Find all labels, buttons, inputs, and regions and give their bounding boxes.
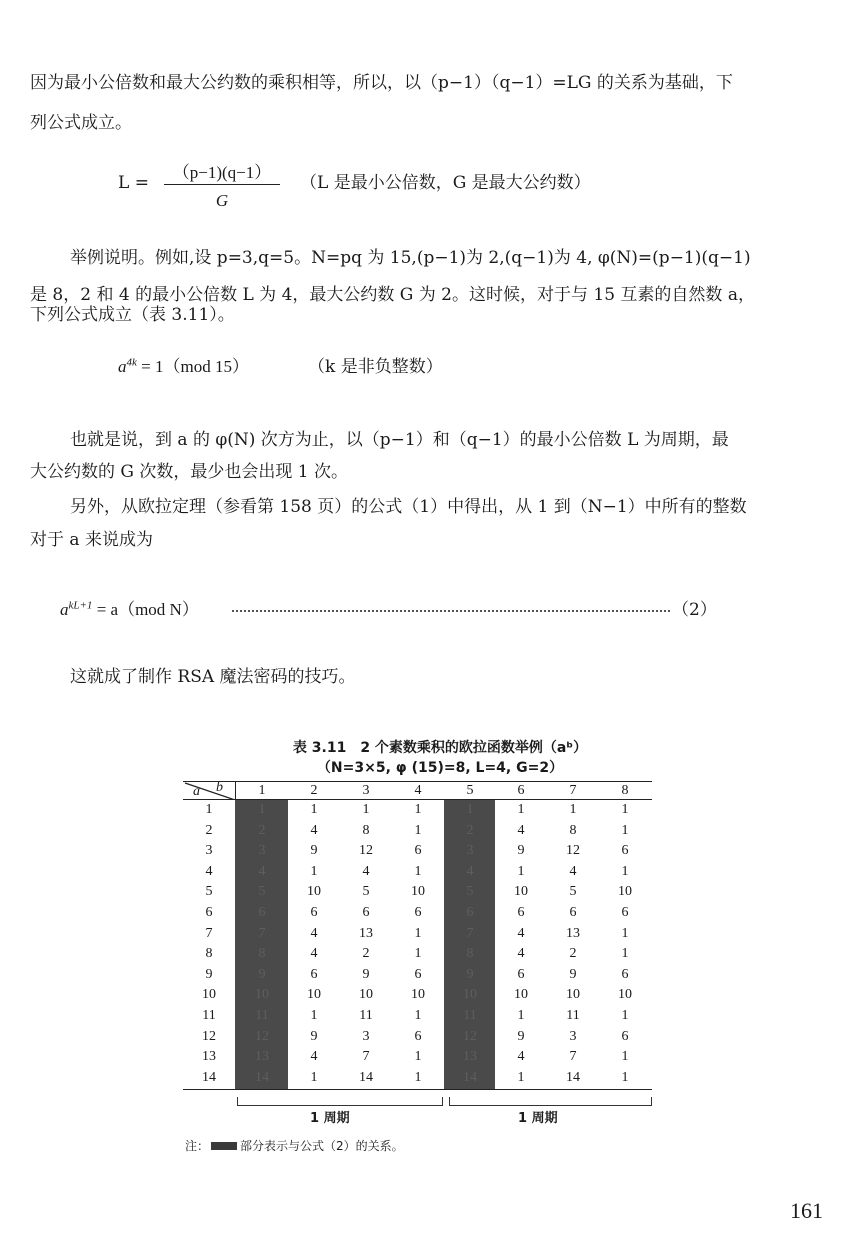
table-cell: 1 xyxy=(414,863,422,879)
table-cell: 9 xyxy=(310,843,318,859)
table-cell-highlighted: 1 xyxy=(466,802,474,817)
row-label: 6 xyxy=(205,905,213,920)
formula-mod15-exponent: 4k xyxy=(126,356,137,369)
table-cell: 13 xyxy=(359,925,373,941)
paragraph-1-line-1: 因为最小公倍数和最大公约数的乘积相等，所以，以（p−1）（q−1）=LG 的关系为基础，下 xyxy=(30,73,733,93)
table-cell-highlighted: 13 xyxy=(255,1049,269,1065)
table-cell: 5 xyxy=(569,884,577,900)
table-cell: 12 xyxy=(566,843,580,859)
table-cell: 10 xyxy=(514,884,528,900)
table-cell: 1 xyxy=(517,1008,525,1023)
table-cell-highlighted: 10 xyxy=(463,987,477,1003)
table-caption-line-1: 表 3.11 2 个素数乘积的欧拉函数举例（aᵇ） xyxy=(292,740,588,756)
row-label: 7 xyxy=(205,925,213,941)
table-cell: 4 xyxy=(310,946,318,962)
table-cell: 4 xyxy=(310,822,318,838)
table-bottom-rule xyxy=(183,1089,652,1090)
table-cell-highlighted: 6 xyxy=(258,905,266,920)
row-label: 1 xyxy=(205,802,213,817)
table-cell-highlighted: 13 xyxy=(463,1049,477,1065)
table-cell: 1 xyxy=(414,822,422,838)
row-label: 8 xyxy=(205,946,213,962)
note-suffix: 部分表示与公式（2）的关系。 xyxy=(240,1139,404,1153)
table-cell: 1 xyxy=(362,802,370,817)
table-cell: 1 xyxy=(621,1069,629,1085)
page-number: 161 xyxy=(790,1198,823,1223)
table-cell: 10 xyxy=(411,987,425,1003)
column-header: 6 xyxy=(517,783,525,798)
paragraph-5: 这就成了制作 RSA 魔法密码的技巧。 xyxy=(70,667,356,687)
table-cell: 1 xyxy=(569,802,577,817)
table-cell: 7 xyxy=(362,1049,370,1065)
table-cell: 10 xyxy=(566,987,580,1003)
table-cell: 10 xyxy=(359,987,373,1003)
formula-mod15-note: （k 是非负整数） xyxy=(308,357,443,377)
table-cell: 1 xyxy=(310,1069,318,1085)
table-cell: 4 xyxy=(310,1049,318,1065)
table-cell: 1 xyxy=(621,822,629,838)
table-cell: 8 xyxy=(569,822,577,838)
corner-col-label: b xyxy=(216,780,223,795)
row-label: 2 xyxy=(205,822,213,838)
table-cell: 14 xyxy=(359,1069,373,1085)
row-label: 12 xyxy=(202,1028,216,1044)
table-caption-line-2: （N=3×5, φ (15)=8, L=4, G=2） xyxy=(316,760,564,776)
table-cell: 9 xyxy=(517,843,525,859)
period-label-1: 1 周期 xyxy=(310,1111,350,1126)
table-cell: 14 xyxy=(566,1069,580,1085)
table-cell: 1 xyxy=(517,802,525,817)
formula-mod15-base: a xyxy=(118,357,127,376)
row-label: 10 xyxy=(202,987,216,1003)
formula-L-numerator: （p−1)(q−1） xyxy=(172,163,272,182)
paragraph-4-line-1: 另外，从欧拉定理（参看第 158 页）的公式（1）中得出，从 1 到（N−1）中所有的整数 xyxy=(70,497,747,517)
row-label: 14 xyxy=(202,1069,216,1085)
table-cell-highlighted: 3 xyxy=(258,843,266,859)
table-cell-highlighted: 9 xyxy=(258,966,266,982)
table-cell: 11 xyxy=(566,1008,580,1023)
paragraph-2-line-3: 下列公式成立（表 3.11）。 xyxy=(30,305,235,325)
table-cell: 6 xyxy=(621,843,629,859)
table-cell: 3 xyxy=(362,1028,370,1044)
table-cell: 6 xyxy=(414,905,422,920)
formula-2-exponent: kL+1 xyxy=(68,599,93,612)
row-label: 13 xyxy=(202,1049,216,1065)
table-cell: 1 xyxy=(414,1069,422,1085)
table-cell: 1 xyxy=(414,1008,422,1023)
table-cell: 6 xyxy=(621,966,629,982)
formula-2 xyxy=(60,600,199,620)
table-cell-highlighted: 10 xyxy=(255,987,269,1003)
table-cell: 9 xyxy=(362,966,370,982)
column-header: 3 xyxy=(362,783,370,798)
table-cell-highlighted: 4 xyxy=(466,863,474,879)
row-label: 5 xyxy=(205,884,213,900)
table-cell-highlighted: 6 xyxy=(466,905,474,920)
column-header: 1 xyxy=(258,783,266,798)
fraction-bar xyxy=(164,184,280,185)
paragraph-2-line-1: 举例说明。例如,设 p=3,q=5。N=pq 为 15,(p−1)为 2,(q−1)为 4, φ(N)=(p−1)(q−1) xyxy=(70,248,751,268)
paragraph-2-line-2: 是 8，2 和 4 的最小公倍数 L 为 4，最大公约数 G 为 2。这时候，对于与 15 互素的自然数 a， xyxy=(30,285,755,305)
table-cell-highlighted: 12 xyxy=(255,1028,269,1044)
formula-2-rhs: = a（mod N） xyxy=(92,600,199,619)
column-header: 2 xyxy=(310,783,318,798)
table-cell: 4 xyxy=(517,925,525,941)
table-cell: 1 xyxy=(414,1049,422,1065)
table-cell: 9 xyxy=(569,966,577,982)
table-cell: 6 xyxy=(414,1028,422,1044)
dotted-leader xyxy=(232,600,670,612)
table-cell: 6 xyxy=(517,966,525,982)
formula-L-note: （L 是最小公倍数，G 是最大公约数） xyxy=(300,173,591,193)
table-cell-highlighted: 4 xyxy=(258,863,266,879)
table-cell: 2 xyxy=(362,946,370,962)
table-cell: 4 xyxy=(310,925,318,941)
table-cell: 9 xyxy=(310,1028,318,1044)
row-label: 3 xyxy=(205,843,213,859)
table-cell: 7 xyxy=(569,1049,577,1065)
table-cell: 1 xyxy=(414,925,422,941)
table-cell-highlighted: 5 xyxy=(466,884,474,900)
table-cell: 1 xyxy=(517,863,525,879)
row-label: 4 xyxy=(205,863,213,879)
table-cell-highlighted: 8 xyxy=(466,946,474,962)
formula-2-label: （2） xyxy=(672,600,717,620)
note-prefix: 注： xyxy=(185,1139,210,1153)
table-cell: 10 xyxy=(618,884,632,900)
formula-2-base: a xyxy=(60,600,69,619)
paragraph-4-line-2: 对于 a 来说成为 xyxy=(30,530,153,550)
table-cell: 6 xyxy=(621,905,629,920)
table-cell: 3 xyxy=(569,1028,577,1044)
table-cell: 10 xyxy=(307,987,321,1003)
table-cell-highlighted: 7 xyxy=(466,925,474,941)
table-cell: 1 xyxy=(621,925,629,941)
table-cell: 6 xyxy=(517,905,525,920)
period-bracket-2 xyxy=(449,1097,652,1106)
table-cell: 12 xyxy=(359,843,373,859)
table-cell-highlighted: 11 xyxy=(255,1008,269,1023)
table-cell: 1 xyxy=(310,1008,318,1023)
column-header: 5 xyxy=(466,783,474,798)
table-cell: 1 xyxy=(310,863,318,879)
row-label: 9 xyxy=(205,966,213,982)
column-header: 8 xyxy=(621,783,629,798)
table-note xyxy=(185,1137,404,1154)
table-cell: 10 xyxy=(618,987,632,1003)
table-cell: 1 xyxy=(517,1069,525,1085)
period-label-2: 1 周期 xyxy=(518,1111,558,1126)
period-bracket-1 xyxy=(237,1097,443,1106)
table-cell: 8 xyxy=(362,822,370,838)
formula-L-denominator: G xyxy=(215,191,229,210)
table-cell: 1 xyxy=(621,802,629,817)
table-cell: 4 xyxy=(362,863,370,879)
paragraph-3-line-2: 大公约数的 G 次数，最少也会出现 1 次。 xyxy=(30,462,349,482)
table-cell: 6 xyxy=(362,905,370,920)
shade-swatch-icon xyxy=(211,1142,237,1150)
table-cell: 1 xyxy=(414,946,422,962)
table-cell-highlighted: 8 xyxy=(258,946,266,962)
column-header: 4 xyxy=(414,783,422,798)
paragraph-1-line-2: 列公式成立。 xyxy=(30,113,132,133)
table-cell: 4 xyxy=(517,822,525,838)
table-cell: 6 xyxy=(310,905,318,920)
table-cell-highlighted: 2 xyxy=(258,822,266,838)
formula-L-fraction xyxy=(164,158,280,211)
table-cell-highlighted: 7 xyxy=(258,925,266,941)
table-cell: 6 xyxy=(414,966,422,982)
table-cell: 2 xyxy=(569,946,577,962)
table-cell-highlighted: 5 xyxy=(258,884,266,900)
table-cell: 4 xyxy=(569,863,577,879)
table-cell-highlighted: 9 xyxy=(466,966,474,982)
table-cell-highlighted: 14 xyxy=(255,1069,269,1085)
table-cell: 13 xyxy=(566,925,580,941)
table-cell: 6 xyxy=(569,905,577,920)
table-cell: 5 xyxy=(362,884,370,900)
table-cell: 6 xyxy=(414,843,422,859)
table-cell-highlighted: 1 xyxy=(258,802,266,817)
table-cell-highlighted: 2 xyxy=(466,822,474,838)
table-cell: 10 xyxy=(411,884,425,900)
formula-mod15-rhs: = 1（mod 15） xyxy=(136,357,249,376)
table-cell-highlighted: 12 xyxy=(463,1028,477,1044)
corner-diagonal xyxy=(183,782,236,800)
table-cell: 6 xyxy=(310,966,318,982)
table-cell: 1 xyxy=(621,1008,629,1023)
table-cell-highlighted: 3 xyxy=(466,843,474,859)
table-cell: 6 xyxy=(621,1028,629,1044)
table-cell: 10 xyxy=(514,987,528,1003)
column-header: 7 xyxy=(569,783,577,798)
row-label: 11 xyxy=(202,1008,216,1023)
table-cell: 10 xyxy=(307,884,321,900)
paragraph-3-line-1: 也就是说，到 a 的 φ(N) 次方为止，以（p−1）和（q−1）的最小公倍数 L 为周期，最 xyxy=(70,430,729,450)
table-cell: 1 xyxy=(621,1049,629,1065)
table-cell: 11 xyxy=(359,1008,373,1023)
table-cell: 1 xyxy=(414,802,422,817)
table-cell: 4 xyxy=(517,1049,525,1065)
corner-row-label: a xyxy=(193,784,200,799)
table-cell: 1 xyxy=(310,802,318,817)
table-cell-highlighted: 14 xyxy=(463,1069,477,1085)
table-cell: 1 xyxy=(621,946,629,962)
formula-L-lhs: L = xyxy=(118,173,149,193)
table-cell: 1 xyxy=(621,863,629,879)
table-cell-highlighted: 11 xyxy=(463,1008,477,1023)
table-cell: 9 xyxy=(517,1028,525,1044)
table-cell: 4 xyxy=(517,946,525,962)
formula-mod15 xyxy=(118,357,249,377)
